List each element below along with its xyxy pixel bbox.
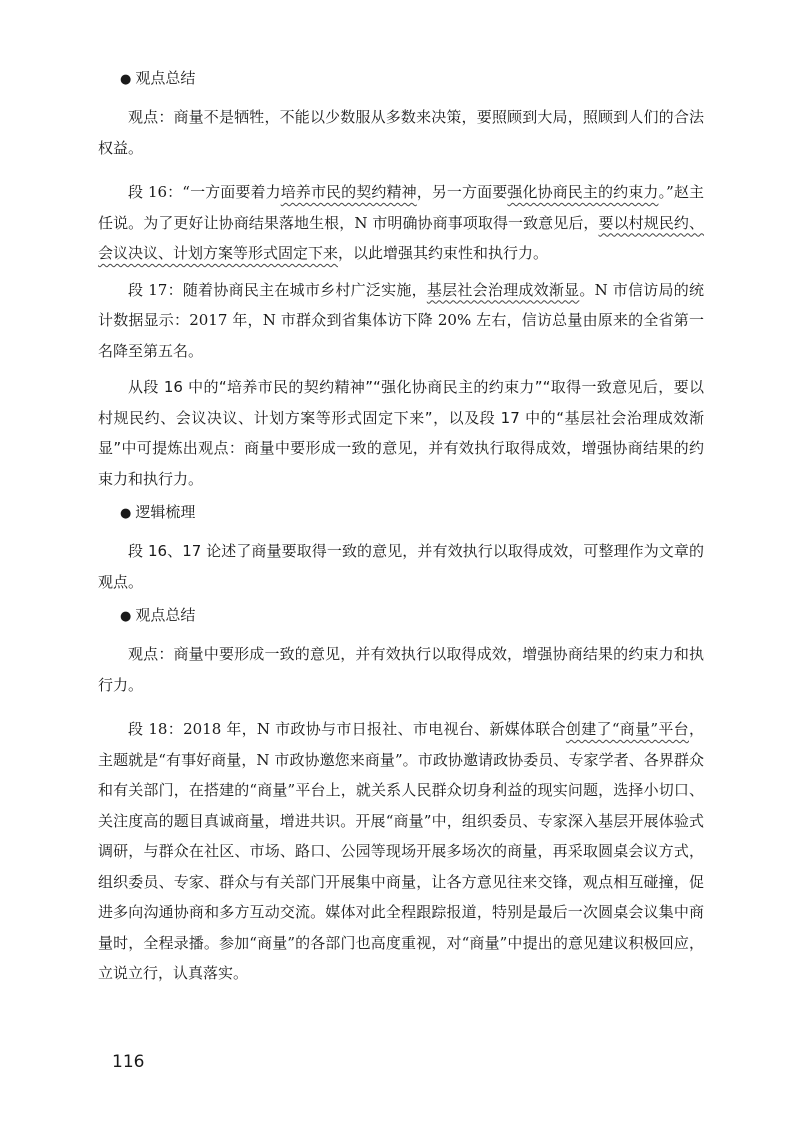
viewpoint-paragraph-2: 观点：商量中要形成一致的意见，并有效执行以取得成效，增强协商结果的约束力和执行力。 bbox=[98, 645, 704, 694]
bullet-icon: ● bbox=[120, 506, 132, 521]
document-page bbox=[98, 66, 704, 995]
underlined-phrase: 强化协商民主的约束力 bbox=[507, 183, 659, 201]
underlined-phrase: 创建了“商量”平台 bbox=[565, 720, 689, 738]
section-heading-viewpoint-summary-1: ● 观点总结 bbox=[120, 69, 196, 87]
paragraph-17: 段 17：随着协商民主在城市乡村广泛实施，基层社会治理成效渐显。N 市信访局的统计数据显示：2017 年，N 市群众到省集体访下降 20% 左右，信访总量由原来的全省第一名降至第五名。 bbox=[98, 280, 704, 360]
underlined-phrase: 要以村规民约、会议决议、计划方案等形式固定下来 bbox=[98, 213, 704, 262]
paragraph-18: 段 18：2018 年，N 市政协与市日报社、市电视台、新媒体联合创建了“商量”平台，主题就是“有事好商量，N 市政协邀您来商量”。市政协邀请政协委员、专家学者、各界群众和有关部门，在搭建的“商量”平台上，就关系人民群众切身利益的现实问题，选择小切口、关注度高的题目真诚商量，增进共识。开展“商量”中，组织委员、专家深入基层开展体验式调研，与群众在社区、市场、路口、公园等现场开展多场次的商量，再采取圆桌会议方式，组织委员、专家、群众与有关部门开展集中商量，让各方意见往来交锋，观点相互碰撞，促进多向沟通协商和多方互动交流。媒体对此全程跟踪报道，特别是最后一次圆桌会议集中商量时，全程录播。参加“商量”的各部门也高度重视，对“商量”中提出的意见建议积极回应，立说立行，认真落实。 bbox=[98, 720, 704, 982]
underlined-phrase: 培养市民的契约精神 bbox=[280, 183, 417, 201]
underlined-phrase: 基层社会治理成效渐显 bbox=[426, 280, 580, 299]
page-number: 116 bbox=[112, 1052, 145, 1072]
section-heading-viewpoint-summary-2: ● 观点总结 bbox=[120, 606, 196, 624]
analysis-paragraph: 从段 16 中的“培养市民的契约精神”“强化协商民主的约束力”“取得一致意见后，要以村规民约、会议决议、计划方案等形式固定下来”，以及段 17 中的“基层社会治理成效渐显”中可提炼出观点：商量中要形成一致的意见，并有效执行取得成效，增强协商结果的约束力和执行力。 bbox=[98, 378, 704, 488]
logic-paragraph: 段 16、17 论述了商量要取得一致的意见，并有效执行以取得成效，可整理作为文章的观点。 bbox=[98, 542, 704, 591]
paragraph-16: 段 16：“一方面要着力培养市民的契约精神，另一方面要强化协商民主的约束力。”赵主任说。为了更好让协商结果落地生根，N 市明确协商事项取得一致意见后，要以村规民约、会议决议、计划方案等形式固定下来，以此增强其约束性和执行力。 bbox=[98, 183, 704, 262]
bullet-icon: ● bbox=[120, 72, 132, 87]
section-heading-logic: ● 逻辑梳理 bbox=[120, 503, 196, 521]
bullet-icon: ● bbox=[120, 609, 132, 624]
viewpoint-paragraph-1: 观点：商量不是牺牲，不能以少数服从多数来决策，要照顾到大局，照顾到人们的合法权益。 bbox=[98, 108, 704, 157]
